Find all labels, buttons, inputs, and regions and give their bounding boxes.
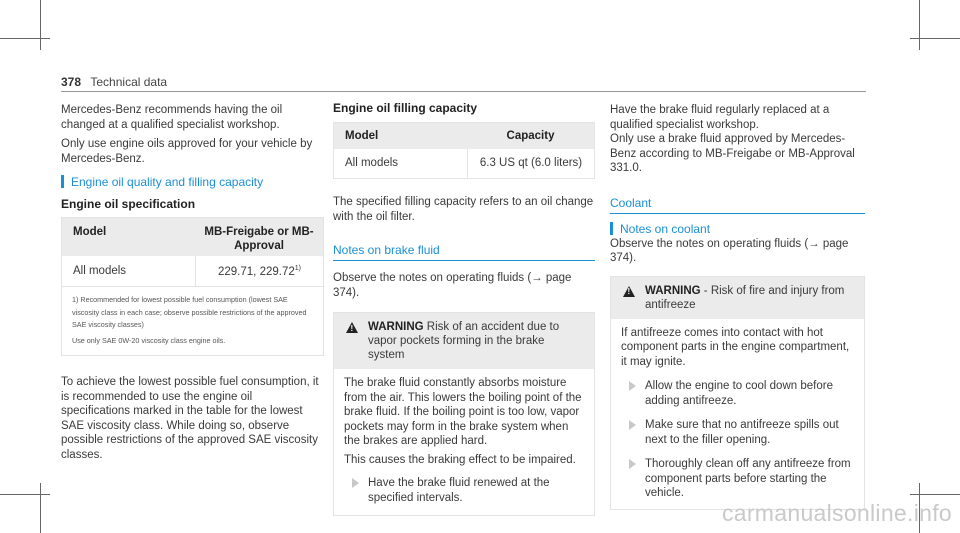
oil-spec-table <box>61 217 324 356</box>
subheading: Engine oil specification <box>61 197 196 211</box>
intro-text: Mercedes-Benz recommends having the oil changed at a qualified specialist workshop. <box>61 104 283 131</box>
footnote-1: 1) Recommended for lowest possible fuel consumption (lowest SAE viscosity class in each case; observe possible restrictions of the approved SAE viscosity classes) <box>72 295 307 329</box>
col-model: Model <box>345 130 379 142</box>
heading-bar <box>610 222 613 235</box>
crop-mark <box>0 38 50 39</box>
action-step: Make sure that no antifreeze spills out next to the filler opening. <box>621 418 854 447</box>
warning-label: WARNING <box>368 321 424 333</box>
warning-text: The brake fluid constantly absorbs moisture from the air. This lowers the boiling point of the brake fluid. If the boiling point is too low, vapor pockets may form in the brake system when the brakes are applied hard. <box>344 377 582 447</box>
col-model: Model <box>73 226 107 238</box>
column-1 <box>61 103 324 462</box>
warning-label: WARNING <box>645 284 701 297</box>
footnote-2: Use only SAE 0W-20 viscosity class engine oils. <box>72 335 226 345</box>
warning-text: If antifreeze comes into contact with hot component parts in the engine compartment, it may ignite. <box>621 326 850 368</box>
intro-text-2: Only use engine oils approved for your vehicle by Mercedes-Benz. <box>61 138 313 165</box>
subheading: Engine oil filling capacity <box>333 101 478 115</box>
warning-body <box>334 369 594 515</box>
crop-mark <box>910 38 960 39</box>
warning-box <box>333 312 595 516</box>
heading-bar <box>61 175 64 188</box>
intro-text: Have the brake fluid regularly replaced at a qualified specialist workshop. <box>610 104 830 131</box>
section-title: Technical data <box>90 75 168 89</box>
row-model: All models <box>62 256 196 286</box>
page-header <box>61 75 167 89</box>
section-heading: Engine oil quality and filling capacity <box>61 175 324 189</box>
warning-box <box>610 276 865 510</box>
section-heading: Notes on coolant <box>610 222 865 236</box>
warning-header <box>334 313 594 369</box>
observe-text: Observe the notes on operating fluids (→ page 374). <box>610 237 849 264</box>
table-header <box>334 123 594 149</box>
row-value: 6.3 US qt (6.0 liters) <box>479 157 583 169</box>
watermark: carmanualsonline.info <box>721 500 952 526</box>
step-arrow-icon <box>629 381 636 391</box>
table-header <box>62 218 323 256</box>
crop-mark <box>910 494 960 495</box>
section-rule <box>333 260 595 261</box>
crop-mark <box>40 483 41 533</box>
col-approval: MB-Freigabe or MB-Approval <box>204 226 314 252</box>
warning-text-2: This causes the braking effect to be impaired. <box>344 453 576 466</box>
col-capacity: Capacity <box>506 130 555 142</box>
column-2 <box>333 103 595 516</box>
paragraph: To achieve the lowest possible fuel consumption, it is recommended to use the engine oil specifications marked in the table for the lowest SAE viscosity class. While doing so, observe possible restrictions of the approved SAE viscosity classes. <box>61 376 319 461</box>
table-row <box>334 149 594 178</box>
table-footnotes <box>62 287 323 355</box>
warning-header <box>611 277 864 319</box>
section-title: Notes on brake fluid <box>333 243 440 257</box>
warning-icon: ! <box>623 286 635 297</box>
action-step: Allow the engine to cool down before adding antifreeze. <box>621 379 854 408</box>
capacity-table <box>333 122 595 179</box>
header-rule <box>61 91 866 92</box>
page-number: 378 <box>61 75 82 89</box>
observe-text: Observe the notes on operating fluids (→ page 374). <box>333 272 572 299</box>
section-rule <box>610 213 865 214</box>
column-3 <box>610 103 865 510</box>
table-row <box>62 256 323 287</box>
capacity-note: The specified filling capacity refers to an oil change with the oil filter. <box>333 196 594 223</box>
step-arrow-icon <box>352 478 359 488</box>
row-model: All models <box>334 149 468 178</box>
warning-icon: ! <box>346 322 358 333</box>
crop-mark <box>40 0 41 50</box>
warning-body <box>611 319 864 509</box>
crop-mark <box>919 0 920 50</box>
intro-text-2: Only use a brake fluid approved by Mercedes-Benz according to MB-Freigabe or MB-Approval 331.0. <box>610 133 855 174</box>
row-value: 229.71, 229.72$^{1)}$ <box>218 265 301 278</box>
warning-title: - Risk of fire and injury from antifreeze <box>645 284 845 311</box>
action-step: Thoroughly clean off any antifreeze from component parts before starting the vehicle. <box>621 457 854 501</box>
action-step: Have the brake fluid renewed at the specified intervals. <box>344 476 584 505</box>
warning-title: Risk of an accident due to vapor pockets forming in the brake system <box>368 321 560 361</box>
section-title: Coolant <box>610 195 652 210</box>
step-arrow-icon <box>629 459 636 469</box>
crop-mark <box>0 494 50 495</box>
step-arrow-icon <box>629 420 636 430</box>
